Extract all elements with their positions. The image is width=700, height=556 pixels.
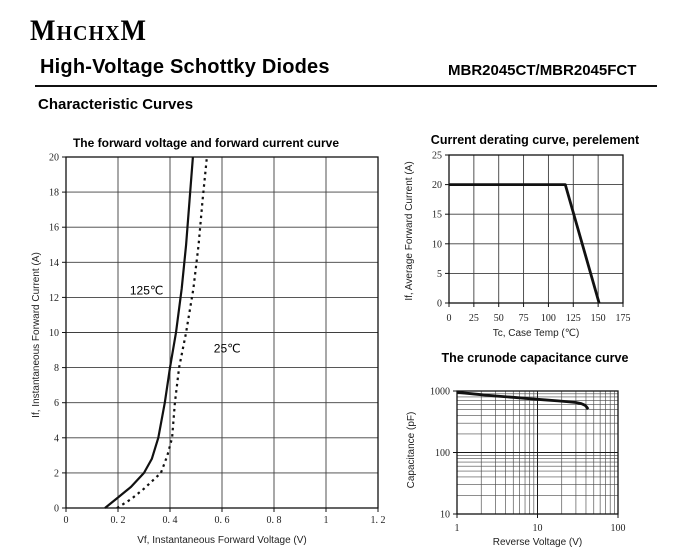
y-tick-label: 1000 [430, 386, 450, 398]
chart-title-derating-curve: Current derating curve, perelement [430, 133, 640, 147]
y-tick-label: 20 [432, 180, 442, 192]
y-axis-label-forward: If, Instantaneous Forward Current (A) [31, 252, 42, 418]
y-tick-label: 10 [432, 239, 442, 251]
x-tick-label: 0 [446, 313, 452, 324]
curve-label: 125℃ [129, 283, 164, 298]
x-tick-label: 0. 2 [110, 515, 126, 526]
y-tick-label: 12 [49, 292, 59, 304]
y-tick-label: 15 [432, 209, 442, 221]
y-tick-label: 2 [54, 468, 59, 480]
page-title: High-Voltage Schottky Diodes [40, 56, 330, 78]
y-tick-label: 100 [435, 448, 450, 459]
logo-letter: H [88, 21, 106, 46]
x-tick-label: 0. 8 [266, 515, 282, 526]
y-tick-label: 5 [437, 268, 442, 280]
y-tick-label: 0 [437, 298, 442, 310]
y-tick-label: 18 [49, 187, 59, 199]
logo-letter: M [30, 14, 57, 47]
logo-letter: H [56, 21, 74, 46]
x-tick-label: 10 [532, 523, 543, 534]
x-tick-label: 1. 2 [370, 515, 386, 526]
logo-letter: C [73, 21, 89, 46]
chart-title-forward-curve: The forward voltage and forward current curve [72, 136, 340, 150]
y-tick-label: 8 [54, 363, 59, 375]
chart-derating [432, 151, 631, 325]
logo-letter: X [105, 21, 121, 46]
y-axis-label-derating: If, Average Forward Current (A) [404, 161, 415, 301]
y-axis-label-capacitance: Capacitance (pF) [406, 411, 417, 489]
chart-forward [49, 153, 386, 527]
y-tick-label: 14 [49, 257, 59, 269]
x-tick-label: 100 [540, 313, 556, 324]
y-tick-label: 25 [432, 150, 442, 162]
x-tick-label: 0. 4 [162, 515, 178, 526]
y-tick-label: 10 [49, 328, 59, 339]
x-tick-label: 150 [590, 313, 606, 324]
x-tick-label: 125 [565, 313, 581, 324]
logo-letter: M [120, 14, 147, 47]
chart-title-capacitance-curve: The crunode capacitance curve [441, 351, 629, 365]
x-tick-label: 175 [615, 313, 631, 324]
y-tick-label: 4 [54, 433, 59, 445]
x-tick-label: 50 [493, 313, 504, 324]
y-tick-label: 16 [49, 222, 59, 234]
y-tick-label: 6 [54, 398, 59, 410]
y-tick-label: 20 [49, 152, 59, 164]
x-tick-label: 1 [454, 523, 460, 534]
chart-capacitance [430, 387, 626, 535]
x-axis-label-capacitance: Reverse Voltage (V) [492, 537, 583, 548]
section-heading: Characteristic Curves [38, 96, 194, 113]
plot-border [449, 155, 623, 303]
x-tick-label: 100 [610, 523, 626, 534]
y-tick-label: 0 [54, 503, 59, 515]
x-tick-label: 0. 6 [214, 515, 230, 526]
y-tick-label: 10 [440, 509, 450, 521]
curve-label: 25℃ [213, 341, 241, 356]
x-axis-label-derating: Tc, Case Temp (℃) [492, 328, 580, 339]
x-axis-label-forward: Vf, Instantaneous Forward Voltage (V) [137, 535, 307, 546]
x-tick-label: 0 [63, 515, 69, 526]
x-tick-label: 75 [518, 313, 529, 324]
part-number: MBR2045CT/MBR2045FCT [448, 62, 637, 79]
x-tick-label: 1 [323, 515, 329, 526]
x-tick-label: 25 [468, 313, 479, 324]
